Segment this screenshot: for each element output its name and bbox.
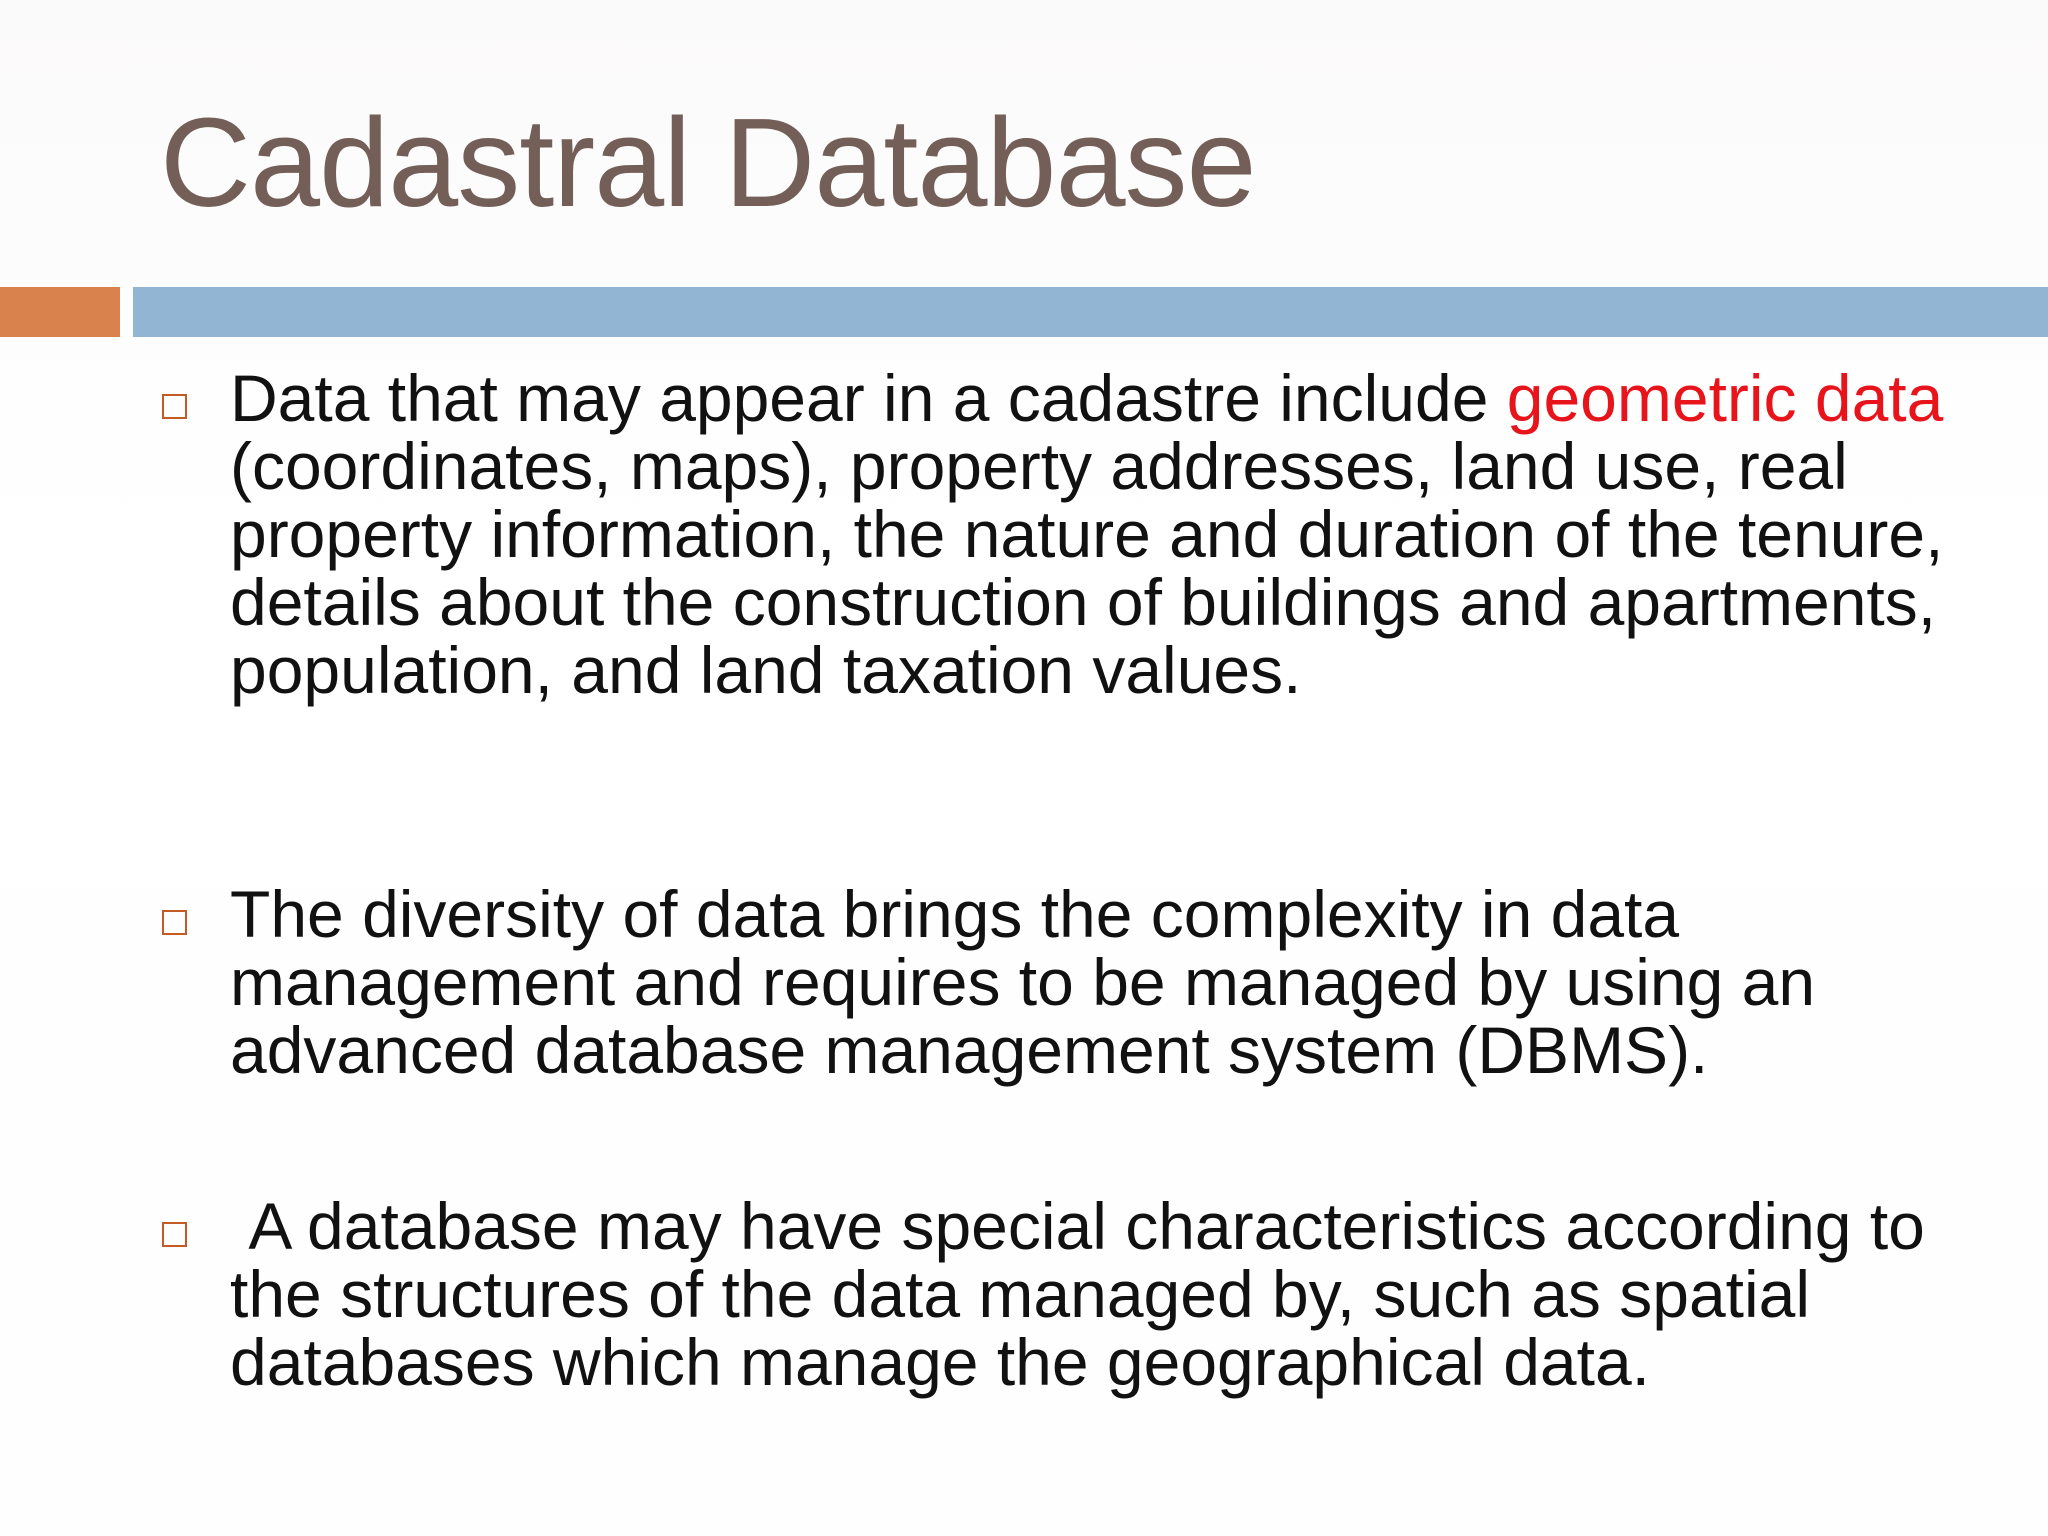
bullet-text-1 bbox=[230, 361, 1960, 707]
slide-title: Cadastral Database bbox=[160, 92, 1256, 233]
bullet-text-1-start: Data that may appear in a cadastre include bbox=[230, 361, 1507, 435]
accent-bar-blue bbox=[133, 287, 2048, 337]
hollow-square-icon bbox=[162, 910, 187, 935]
bullet-text-1-end: (coordinates, maps), property addresses, land use, real property information, the nature and duration of the tenure, details about the construction of buildings and apartments, population, and land taxation values. bbox=[230, 429, 1944, 707]
accent-bar-orange bbox=[0, 287, 120, 337]
bullet-text-2: The diversity of data brings the complexity in data management and requires to be managed by using an advanced database management system (DBMS). bbox=[230, 877, 1816, 1087]
hollow-square-icon bbox=[162, 394, 187, 419]
hollow-square-icon bbox=[162, 1222, 187, 1247]
bullet-text-1-highlight: geometric data bbox=[1506, 361, 1944, 435]
bullet-text-3: A database may have special characteristics according to the structures of the data managed by, such as spatial databases which manage the geographical data. bbox=[230, 1189, 1925, 1399]
